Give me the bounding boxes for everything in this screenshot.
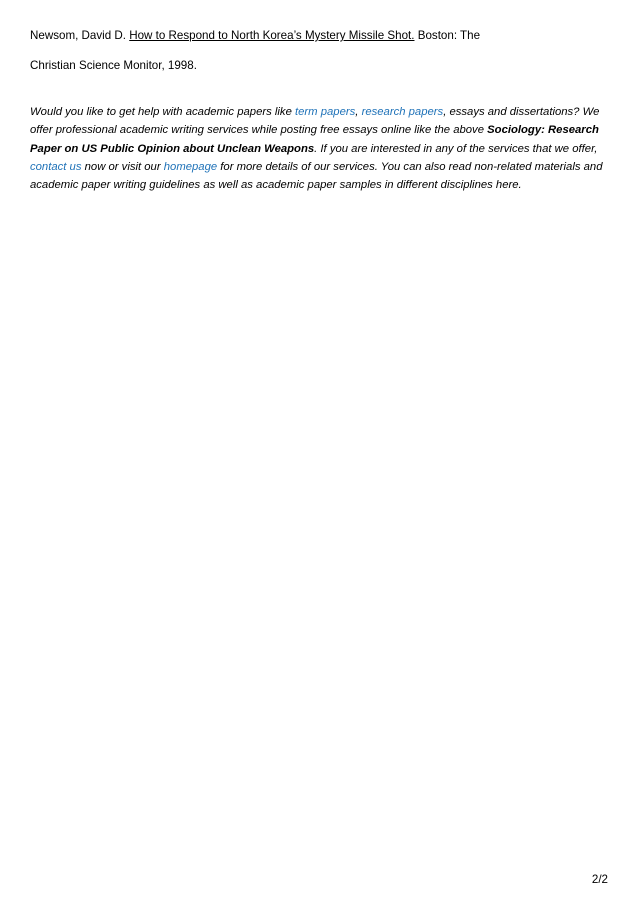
promo-bold-title: Sociology: Research Paper on US Public Opinion about Unclean Weapons [30,124,599,155]
reference-publisher: Christian Science Monitor, 1998. [30,59,197,72]
reference-citation-line2 [30,58,615,74]
promo-text-1: Would you like to get help with academic papers like [30,106,295,118]
reference-citation-line1 [30,28,615,44]
promo-paragraph [30,103,610,194]
promo-text-2: , essays and dissertations? We offer professional academic writing services while posting free essays online like the above [30,106,600,137]
promo-text-5: for more details of our services. You can also read non-related materials and academic paper writing guidelines as well as academic paper samples in different disciplines here. [30,160,603,192]
reference-place-publisher: Boston: The [417,29,481,42]
homepage-link[interactable]: homepage [163,160,218,173]
reference-title-link[interactable]: How to Respond to North Korea’s Mystery Missile Shot. [129,29,415,42]
page-number: 2/2 [591,873,608,886]
term-papers-link[interactable]: term papers [295,106,356,118]
research-papers-link[interactable]: research papers [361,106,444,118]
promo-text-4: now or visit our [81,160,164,173]
contact-us-link[interactable]: contact us [30,160,82,173]
reference-author: Newsom, David D. [30,29,126,42]
promo-separator: , [355,106,362,118]
promo-text-3: . If you are interested in any of the services that we offer, [314,142,598,155]
